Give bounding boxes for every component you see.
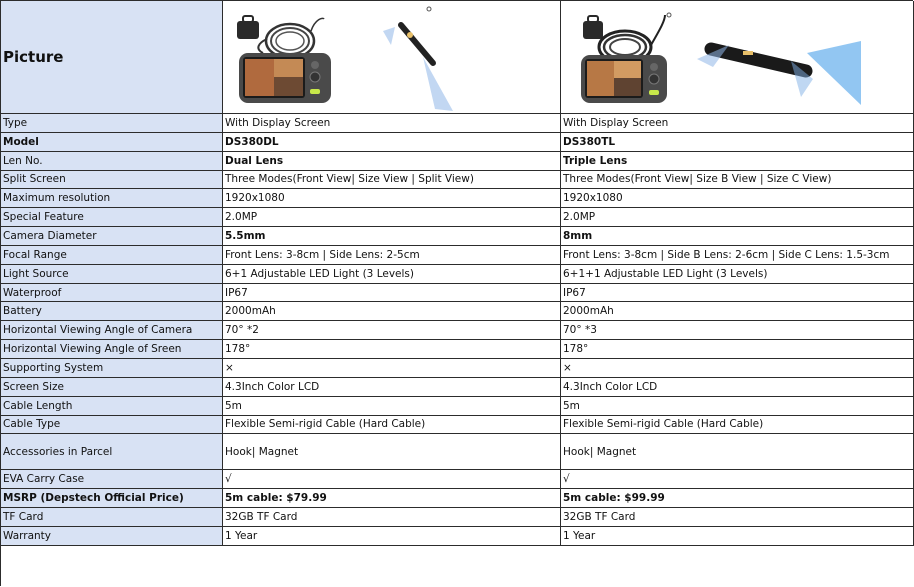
row-label-cable-type: Cable Type [1, 416, 223, 435]
row-value-supporting-system-ds380dl: × [223, 359, 561, 378]
row-value-tf-card-ds380tl: 32GB TF Card [561, 508, 914, 527]
row-value-len-no-ds380dl: Dual Lens [223, 152, 561, 171]
row-label-horizontal-viewing-angle-of-camera: Horizontal Viewing Angle of Camera [1, 321, 223, 340]
row-value-battery-ds380dl: 2000mAh [223, 302, 561, 321]
row-value-msrp-depstech-official-price-ds380dl: 5m cable: $79.99 [223, 489, 561, 508]
row-value-model-ds380dl: DS380DL [223, 133, 561, 152]
row-label-warranty: Warranty [1, 527, 223, 546]
row-value-split-screen-ds380tl: Three Modes(Front View| Size B View | Size C View) [561, 171, 914, 190]
row-value-type-ds380dl: With Display Screen [223, 114, 561, 133]
row-value-cable-type-ds380dl: Flexible Semi-rigid Cable (Hard Cable) [223, 416, 561, 435]
row-label-accessories-in-parcel: Accessories in Parcel [1, 434, 223, 470]
row-value-battery-ds380tl: 2000mAh [561, 302, 914, 321]
row-label-battery: Battery [1, 302, 223, 321]
picture-label: Picture [1, 1, 223, 114]
row-value-warranty-ds380dl: 1 Year [223, 527, 561, 546]
row-value-maximum-resolution-ds380tl: 1920x1080 [561, 189, 914, 208]
row-value-cable-length-ds380tl: 5m [561, 397, 914, 416]
row-value-waterproof-ds380dl: IP67 [223, 284, 561, 303]
row-value-accessories-in-parcel-ds380tl: Hook| Magnet [561, 434, 914, 470]
row-value-screen-size-ds380dl: 4.3Inch Color LCD [223, 378, 561, 397]
row-label-len-no: Len No. [1, 152, 223, 171]
endoscope-dual-lens-icon [223, 1, 560, 113]
row-label-maximum-resolution: Maximum resolution [1, 189, 223, 208]
row-value-cable-length-ds380dl: 5m [223, 397, 561, 416]
row-label-eva-carry-case: EVA Carry Case [1, 470, 223, 489]
row-label-model: Model [1, 133, 223, 152]
row-label-light-source: Light Source [1, 265, 223, 284]
row-value-warranty-ds380tl: 1 Year [561, 527, 914, 546]
row-label-horizontal-viewing-angle-of-sreen: Horizontal Viewing Angle of Sreen [1, 340, 223, 359]
row-value-model-ds380tl: DS380TL [561, 133, 914, 152]
row-label-waterproof: Waterproof [1, 284, 223, 303]
row-value-special-feature-ds380dl: 2.0MP [223, 208, 561, 227]
row-label-cable-length: Cable Length [1, 397, 223, 416]
row-label-camera-diameter: Camera Diameter [1, 227, 223, 246]
product-image-dual-lens [223, 1, 561, 114]
row-value-light-source-ds380dl: 6+1 Adjustable LED Light (3 Levels) [223, 265, 561, 284]
row-value-accessories-in-parcel-ds380dl: Hook| Magnet [223, 434, 561, 470]
row-value-horizontal-viewing-angle-of-camera-ds380dl: 70° *2 [223, 321, 561, 340]
row-value-horizontal-viewing-angle-of-sreen-ds380tl: 178° [561, 340, 914, 359]
row-value-camera-diameter-ds380tl: 8mm [561, 227, 914, 246]
row-value-split-screen-ds380dl: Three Modes(Front View| Size View | Split View) [223, 171, 561, 190]
row-value-waterproof-ds380tl: IP67 [561, 284, 914, 303]
row-label-split-screen: Split Screen [1, 171, 223, 190]
row-label-tf-card: TF Card [1, 508, 223, 527]
row-value-tf-card-ds380dl: 32GB TF Card [223, 508, 561, 527]
row-label-screen-size: Screen Size [1, 378, 223, 397]
row-label-focal-range: Focal Range [1, 246, 223, 265]
row-value-camera-diameter-ds380dl: 5.5mm [223, 227, 561, 246]
row-value-msrp-depstech-official-price-ds380tl: 5m cable: $99.99 [561, 489, 914, 508]
row-value-len-no-ds380tl: Triple Lens [561, 152, 914, 171]
row-value-type-ds380tl: With Display Screen [561, 114, 914, 133]
row-value-eva-carry-case-ds380dl: √ [223, 470, 561, 489]
row-value-light-source-ds380tl: 6+1+1 Adjustable LED Light (3 Levels) [561, 265, 914, 284]
row-label-special-feature: Special Feature [1, 208, 223, 227]
endoscope-triple-lens-icon [561, 1, 913, 113]
row-value-special-feature-ds380tl: 2.0MP [561, 208, 914, 227]
product-image-triple-lens [561, 1, 914, 114]
row-label-supporting-system: Supporting System [1, 359, 223, 378]
row-value-cable-type-ds380tl: Flexible Semi-rigid Cable (Hard Cable) [561, 416, 914, 435]
row-value-horizontal-viewing-angle-of-sreen-ds380dl: 178° [223, 340, 561, 359]
row-label-type: Type [1, 114, 223, 133]
row-value-maximum-resolution-ds380dl: 1920x1080 [223, 189, 561, 208]
row-value-focal-range-ds380dl: Front Lens: 3-8cm | Side Lens: 2-5cm [223, 246, 561, 265]
row-label-msrp-depstech-official-price: MSRP (Depstech Official Price) [1, 489, 223, 508]
row-value-focal-range-ds380tl: Front Lens: 3-8cm | Side B Lens: 2-6cm | Side C Lens: 1.5-3cm [561, 246, 914, 265]
row-value-horizontal-viewing-angle-of-camera-ds380tl: 70° *3 [561, 321, 914, 340]
row-value-eva-carry-case-ds380tl: √ [561, 470, 914, 489]
row-value-screen-size-ds380tl: 4.3Inch Color LCD [561, 378, 914, 397]
row-value-supporting-system-ds380tl: × [561, 359, 914, 378]
